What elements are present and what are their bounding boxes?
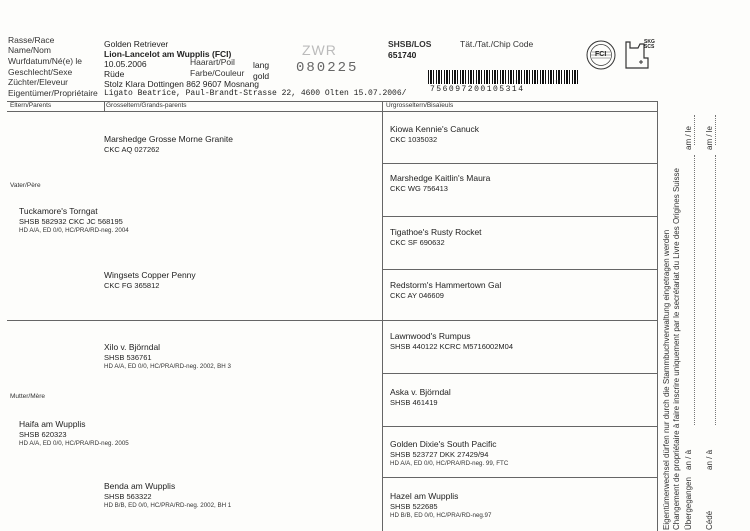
label-sex: Geschlecht/Sexe: [8, 67, 73, 77]
stamp-code: ZWR: [302, 42, 337, 58]
sire-reg: SHSB 582932 CKC JC 568195: [19, 217, 123, 226]
col-header-grandparents: Grosseltern/Grands-parents: [106, 102, 187, 109]
column-header-divider: [7, 111, 657, 112]
side-line-4: [715, 155, 716, 425]
col-header-greatgrandparents: Urgrosseltern/Bisaïeuls: [386, 102, 454, 109]
ggp-divider-7: [382, 477, 657, 478]
value-name: Lion-Lancelot am Wupplis (FCI): [104, 49, 232, 59]
grandparent-reg: CKC FG 365812: [104, 281, 160, 290]
greatgrandparent-reg: SHSB 523727 DKK 27429/94: [390, 450, 489, 459]
fci-logo: FCI: [586, 40, 616, 70]
sire-name: Tuckamore's Torngat: [19, 206, 98, 216]
greatgrandparent-info: HD A/A, ED 0/0, HC/PRA/RD-neg. 99, FTC: [390, 460, 509, 467]
value-color: gold: [253, 71, 270, 81]
greatgrandparent-name: Golden Dixie's South Pacific: [390, 439, 497, 449]
dam-reg: SHSB 620323: [19, 430, 67, 439]
ggp-divider-4: [382, 320, 657, 321]
sire-dam-divider: [7, 320, 382, 321]
ggp-divider-1: [382, 163, 657, 164]
grandparent-name: Marshedge Grosse Morne Granite: [104, 134, 233, 144]
grandparent-info: HD B/B, ED 0/0, HC/PRA/RD-neg. 2002, BH 1: [104, 502, 232, 509]
col-divider-2: [382, 101, 383, 531]
greatgrandparent-reg: SHSB 440122 KCRC M5716002M04: [390, 342, 513, 351]
grandparent-name: Wingsets Copper Penny: [104, 270, 196, 280]
col-header-parents: Eltern/Parents: [10, 102, 52, 109]
greatgrandparent-reg: CKC SF 690632: [390, 238, 445, 247]
side-line-1: [694, 115, 695, 145]
value-breeder: Stolz Klara Dottingen 862 9607 Mosnang: [104, 79, 259, 89]
label-tattoo: Tät./Tat./Chip Code: [460, 39, 534, 49]
value-sex: Rüde: [104, 69, 125, 79]
label-color: Farbe/Couleur: [190, 68, 245, 78]
grandparent-reg: SHSB 563322: [104, 492, 152, 501]
greatgrandparent-reg: SHSB 522685: [390, 502, 438, 511]
side-divider: [657, 101, 658, 531]
role-sire: Vater/Père: [10, 182, 41, 189]
barcode: [428, 70, 580, 84]
greatgrandparent-reg: CKC 1035032: [390, 135, 438, 144]
ggp-divider-2: [382, 216, 657, 217]
grandparent-reg: CKC AQ 027262: [104, 145, 160, 154]
value-coat: lang: [253, 60, 270, 70]
side-to-1: an / à: [684, 449, 693, 470]
label-owner: Eigentümer/Propriétaire: [8, 88, 98, 98]
ggp-divider-3: [382, 269, 657, 270]
grandparent-reg: SHSB 536761: [104, 353, 152, 362]
dam-name: Haifa am Wupplis: [19, 419, 86, 429]
side-line-3: [694, 155, 695, 425]
side-date-1: am / le: [684, 125, 693, 150]
greatgrandparent-name: Tigathoe's Rusty Rocket: [390, 227, 482, 237]
greatgrandparent-info: HD B/B, ED 0/0, HC/PRA/RD-neg.97: [390, 512, 492, 519]
label-breed: Rasse/Race: [8, 35, 55, 45]
greatgrandparent-name: Kiowa Kennie's Canuck: [390, 124, 480, 134]
grandparent-name: Xilo v. Björndal: [104, 342, 161, 352]
side-note-fr: Changement de propriétaire à faire inscrire uniquement par le secrétariat du Livre des Origines Suisse: [672, 168, 681, 530]
side-transferred-de: Übergegangen: [684, 477, 693, 530]
value-dob: 10.05.2006: [104, 59, 147, 69]
value-breed: Golden Retriever: [104, 39, 169, 49]
greatgrandparent-name: Aska v. Björndal: [390, 387, 451, 397]
label-name: Name/Nom: [8, 45, 51, 55]
label-coat: Haarart/Poil: [190, 57, 235, 67]
side-to-2: an / à: [705, 449, 714, 470]
role-dam: Mutter/Mère: [10, 393, 46, 400]
value-stud: 651740: [388, 50, 417, 60]
skg-dog-logo: SKG SCS: [622, 38, 658, 72]
label-breeder: Züchter/Eleveur: [8, 77, 68, 87]
greatgrandparent-name: Marshedge Kaitlin's Maura: [390, 173, 491, 183]
value-owner: Ligato Beatrice, Paul-Brandt-Strasse 22, 4600 Olten 15.07.2006/: [104, 89, 407, 98]
ggp-divider-6: [382, 426, 657, 427]
side-transferred-fr: Cédé: [705, 510, 714, 530]
stamp-number: 080225: [296, 60, 359, 76]
greatgrandparent-name: Hazel am Wupplis: [390, 491, 459, 501]
side-note-de: Eigentümerwechsel dürfen nur durch die Stammbuchverwaltung eingetragen werden: [662, 229, 671, 530]
greatgrandparent-reg: CKC WG 756413: [390, 184, 448, 193]
dam-info: HD A/A, ED 0/0, HC/PRA/RD-neg. 2005: [19, 440, 129, 447]
greatgrandparent-name: Lawnwood's Rumpus: [390, 331, 471, 341]
grandparent-name: Benda am Wupplis: [104, 481, 176, 491]
label-stud: SHSB/LOS: [388, 39, 432, 49]
side-line-2: [715, 115, 716, 145]
label-dob: Wurfdatum/Né(e) le: [8, 56, 83, 66]
greatgrandparent-reg: CKC AY 046609: [390, 291, 444, 300]
col-divider-header-1: [104, 101, 105, 111]
greatgrandparent-name: Redstorm's Hammertown Gal: [390, 280, 502, 290]
ggp-divider-5: [382, 373, 657, 374]
side-date-2: am / le: [705, 125, 714, 150]
sire-info: HD A/A, ED 0/0, HC/PRA/RD-neg. 2004: [19, 227, 129, 234]
chip-number: 756097200105314: [430, 85, 525, 94]
grandparent-info: HD A/A, ED 0/0, HC/PRA/RD-neg. 2002, BH 3: [104, 363, 231, 370]
greatgrandparent-reg: SHSB 461419: [390, 398, 438, 407]
